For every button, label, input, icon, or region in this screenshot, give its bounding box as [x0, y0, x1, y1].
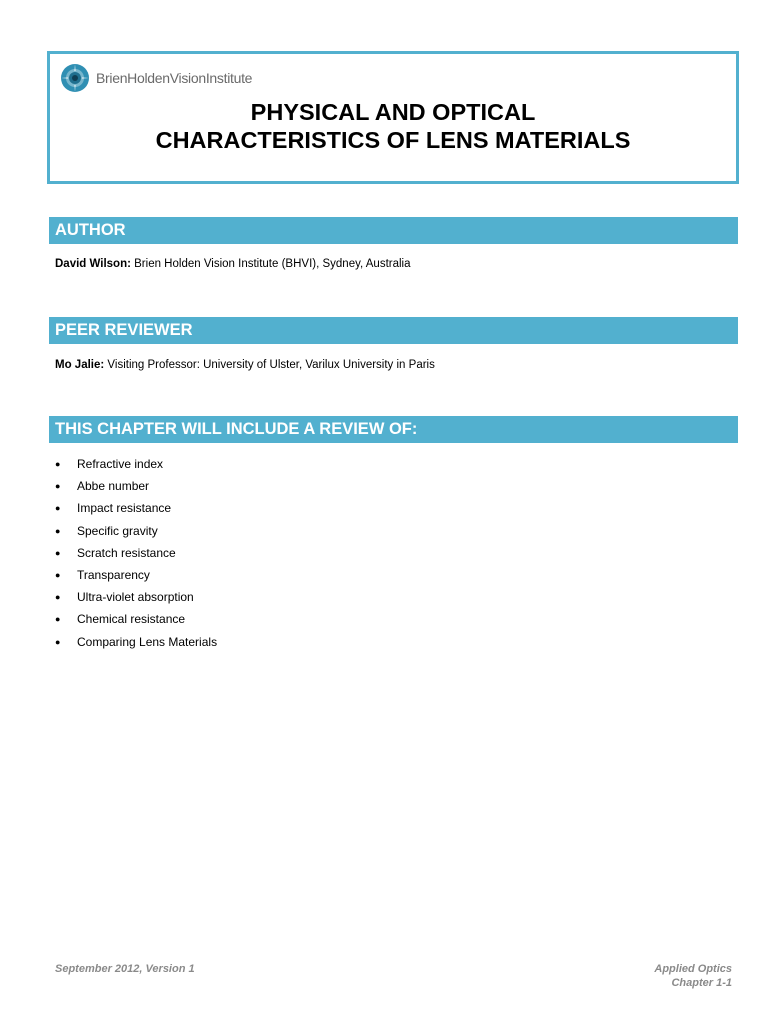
list-item-label: Abbe number — [77, 479, 150, 494]
author-heading: AUTHOR — [49, 217, 738, 244]
peer-reviewer-affiliation: Visiting Professor: University of Ulster, Varilux University in Paris — [107, 359, 435, 371]
bullet-icon: ● — [55, 547, 61, 558]
list-item-label: Impact resistance — [77, 501, 172, 516]
list-item-label: Comparing Lens Materials — [77, 634, 218, 649]
list-item — [55, 478, 217, 500]
footer-course: Applied Optics — [654, 963, 732, 975]
list-item — [55, 589, 217, 611]
footer-chapter: Chapter 1-1 — [671, 977, 732, 989]
peer-reviewer-line — [55, 358, 435, 372]
title-line-1: PHYSICAL AND OPTICAL — [250, 99, 536, 125]
bullet-icon: ● — [55, 481, 61, 492]
document-title — [50, 98, 736, 154]
peer-reviewer-name: Mo Jalie: — [55, 359, 105, 371]
bullet-icon: ● — [55, 503, 61, 514]
author-name: David Wilson: — [55, 258, 131, 270]
eye-logo-icon — [60, 63, 90, 93]
footer-date-version: September 2012, Version 1 — [55, 963, 195, 975]
bullet-icon: ● — [55, 459, 61, 469]
list-item-label: Transparency — [77, 567, 150, 582]
list-item-label: Ultra-violet absorption — [77, 590, 194, 605]
title-box — [47, 51, 739, 184]
list-item — [55, 634, 217, 656]
list-item — [55, 523, 217, 545]
list-item — [55, 611, 217, 633]
bullet-icon: ● — [55, 614, 61, 625]
list-item-label: Refractive index — [77, 457, 164, 471]
author-affiliation: Brien Holden Vision Institute (BHVI), Sydney, Australia — [134, 258, 411, 270]
list-item-label: Chemical resistance — [77, 612, 186, 627]
bullet-icon: ● — [55, 525, 61, 536]
list-item — [55, 545, 217, 567]
footer-course-info — [654, 962, 732, 990]
list-item-label: Scratch resistance — [77, 545, 176, 560]
list-item — [55, 567, 217, 589]
review-heading: THIS CHAPTER WILL INCLUDE A REVIEW OF: — [49, 416, 738, 443]
author-line — [55, 257, 411, 271]
institute-logo — [60, 61, 252, 95]
logo-text: BrienHoldenVisionInstitute — [96, 70, 253, 86]
bullet-icon: ● — [55, 592, 61, 603]
list-item — [55, 456, 217, 478]
bullet-icon: ● — [55, 636, 61, 647]
list-item-label: Specific gravity — [77, 523, 158, 538]
topic-list — [55, 456, 217, 656]
title-line-2: CHARACTERISTICS OF LENS MATERIALS — [155, 127, 631, 153]
peer-reviewer-heading: PEER REVIEWER — [49, 317, 738, 344]
list-item — [55, 500, 217, 522]
bullet-icon: ● — [55, 569, 61, 580]
